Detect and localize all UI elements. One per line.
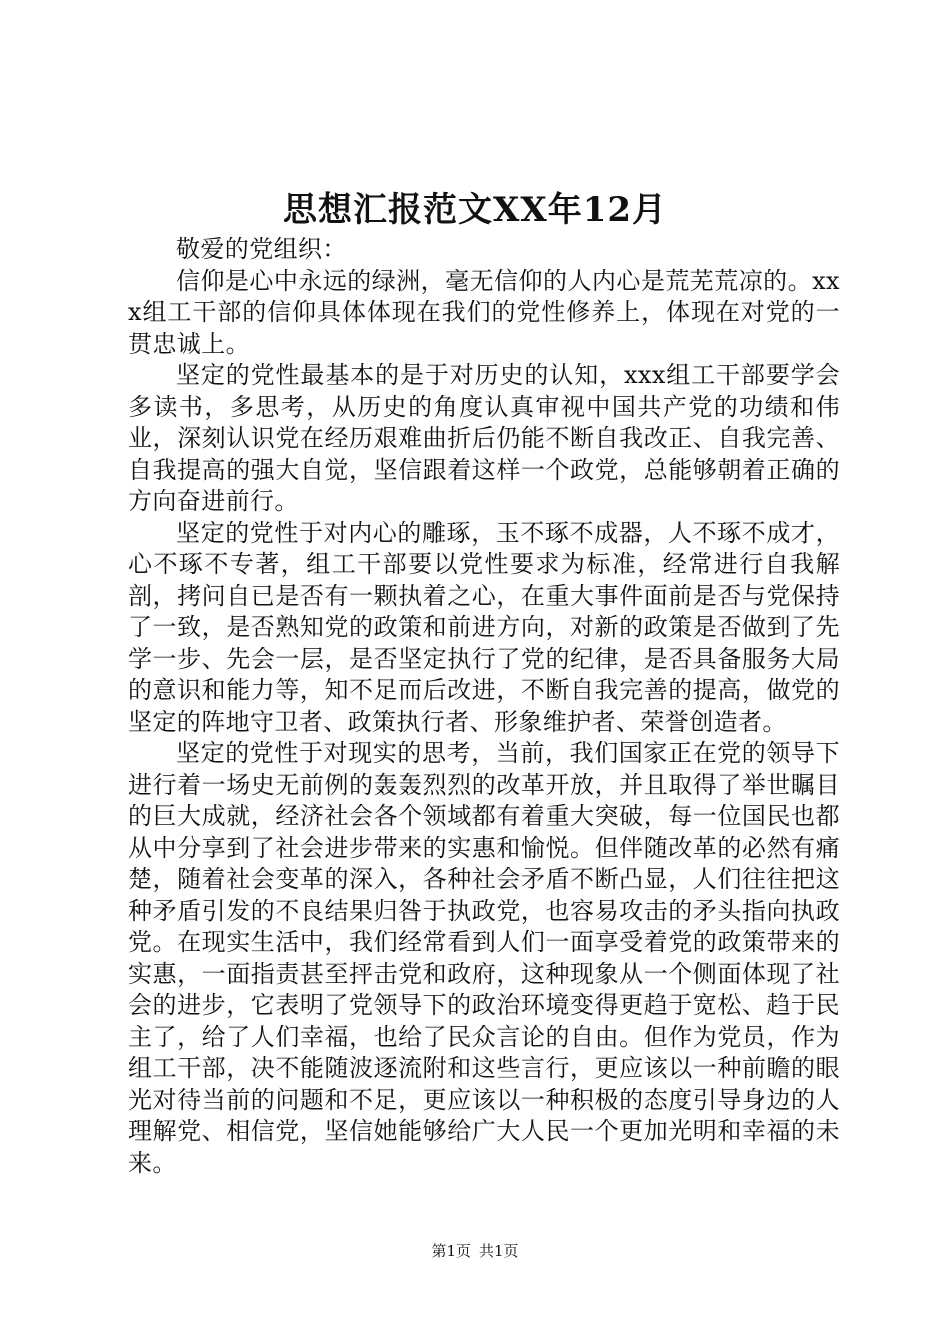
paragraph-3: 坚定的党性于对内心的雕琢，玉不琢不成器，人不琢不成才，心不琢不专著，组工干部要以党性要求为标准，经常进行自我解剖，拷问自已是否有一颗执着之心，在重大事件面前是否与党保持了一致，是否熟知党的政策和前进方向，对新的政策是否做到了先学一步、先会一层，是否坚定执行了党的纪律，是否具备服务大局的意识和能力等，知不足而后改进，不断自我完善的提高，做党的坚定的阵地守卫者、政策执行者、形象维护者、荣誉创造者。 bbox=[128, 518, 840, 736]
paragraph-4: 坚定的党性于对现实的思考，当前，我们国家正在党的领导下进行着一场史无前例的轰轰烈烈的改革开放，并且取得了举世瞩目的巨大成就，经济社会各个领域都有着重大突破，每一位国民也都从中分享到了社会进步带来的实惠和愉悦。但伴随改革的必然有痛楚，随着社会变革的深入，各种社会矛盾不断凸显，人们往往把这种矛盾引发的不良结果归咎于执政党，也容易攻击的矛头指向执政党。在现实生活中，我们经常看到人们一面享受着党的政策带来的实惠，一面指责甚至抨击党和政府，这种现象从一个侧面体现了社会的进步，它表明了党领导下的政治环境变得更趋于宽松、趋于民主了，给了人们幸福，也给了民众言论的自由。但作为党员，作为组工干部，决不能随波逐流附和这些言行，更应该以一种前瞻的眼光对待当前的问题和不足，更应该以一种积极的态度引导身边的人理解党、相信党，坚信她能够给广大人民一个更加光明和幸福的未来。 bbox=[128, 739, 840, 1177]
paragraph-2: 坚定的党性最基本的是于对历史的认知，xxx组工干部要学会多读书，多思考，从历史的角度认真审视中国共产党的功绩和伟业，深刻认识党在经历艰难曲折后仍能不断自我改正、自我完善、自我提高的强大自觉，坚信跟着这样一个政党，总能够朝着正确的方向奋进前行。 bbox=[128, 361, 840, 515]
salutation: 敬爱的党组织： bbox=[176, 235, 347, 263]
document-body bbox=[128, 234, 840, 1179]
page-total: 共1页 bbox=[479, 1242, 519, 1260]
paragraph-1: 信仰是心中永远的绿洲，毫无信仰的人内心是荒芜荒凉的。xxx组工干部的信仰具体体现在我们的党性修养上，体现在对党的一贯忠诚上。 bbox=[128, 266, 840, 358]
page-number: 第1页 bbox=[431, 1242, 471, 1260]
page-footer bbox=[0, 1240, 950, 1262]
document-title: 思想汇报范文XX年12月 bbox=[282, 190, 668, 230]
